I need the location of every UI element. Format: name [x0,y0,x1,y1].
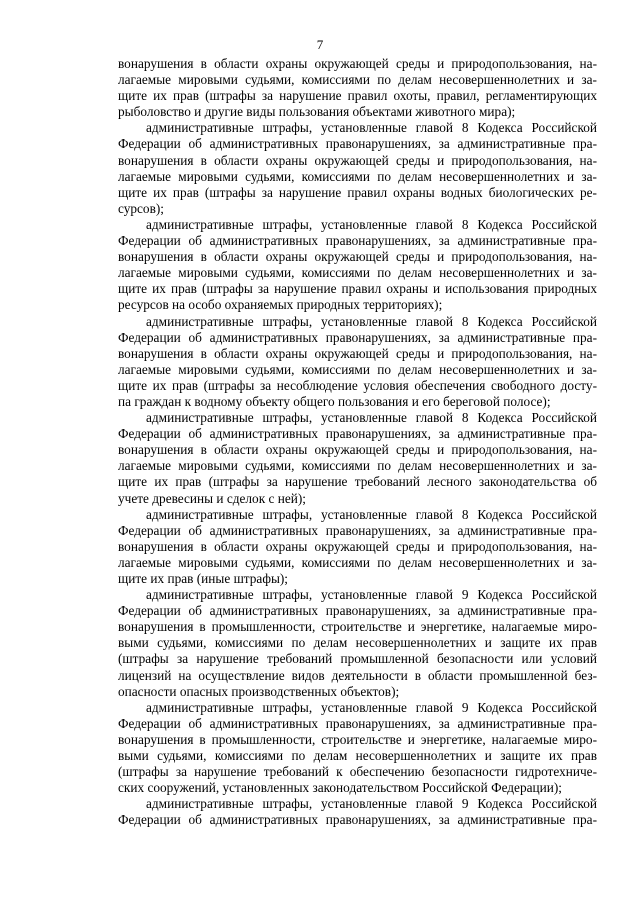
text-line: лагаемые мировыми судьями, комиссиями по делам несовершеннолетних и за- [118,265,597,281]
paragraph-first-line: административные штрафы, установленные главой 9 Кодекса Российской [146,796,597,812]
text-line: Федерации об административных правонарушениях, за административные пра- [118,812,597,828]
page-number: 7 [316,37,324,52]
paragraph-first-line: административные штрафы, установленные главой 9 Кодекса Российской [146,587,597,603]
paragraph-first-line: административные штрафы, установленные главой 8 Кодекса Российской [146,313,597,329]
text-line: Федерации об административных правонарушениях, за административные пра- [118,715,597,731]
text-line: щите их прав (штрафы за несоблюдение условия обеспечения свободного досту- [118,377,597,393]
text-line: вонарушения в области охраны окружающей среды и природопользования, на- [118,538,597,554]
text-line: (штрафы за нарушение требований промышленной безопасности или условий [118,651,597,667]
paragraph-first-line: административные штрафы, установленные главой 8 Кодекса Российской [146,216,597,232]
text-line: Федерации об административных правонарушениях, за административные пра- [118,329,597,345]
paragraph-first-line: административные штрафы, установленные главой 8 Кодекса Российской [146,410,597,426]
text-line: лагаемые мировыми судьями, комиссиями по делам несовершеннолетних и за- [118,458,597,474]
text-line: Федерации об административных правонарушениях, за административные пра- [118,136,597,152]
text-line: (штрафы за нарушение требований к обеспечению безопасности гидротехниче- [118,764,597,780]
text-line: учете древесины и сделок с ней); [118,490,306,506]
paragraph-first-line: административные штрафы, установленные главой 8 Кодекса Российской [146,506,597,522]
text-line: сурсов); [118,200,164,216]
text-line: Федерации об административных правонарушениях, за административные пра- [118,233,597,249]
text-line: лагаемые мировыми судьями, комиссиями по делам несовершеннолетних и за- [118,361,597,377]
text-line: ских сооружений, установленных законодательством Российской Федерации); [118,780,562,796]
text-line: выми судьями, комиссиями по делам несовершеннолетних и защите их прав [118,635,597,651]
text-line: вонарушения в промышленности, строительстве и энергетике, налагаемые миро- [118,619,597,635]
text-line: рыболовство и другие виды пользования объектами животного мира); [118,104,516,120]
text-line: Федерации об административных правонарушениях, за административные пра- [118,603,597,619]
text-line: щите их прав (штрафы за нарушение требований лесного законодательства об [118,474,597,490]
text-line: лагаемые мировыми судьями, комиссиями по делам несовершеннолетних и за- [118,72,597,88]
text-line: Федерации об административных правонарушениях, за административные пра- [118,426,597,442]
text-line: вонарушения в области охраны окружающей среды и природопользования, на- [118,152,597,168]
text-line: щите их прав (штрафы за нарушение правил охраны водных биологических ре- [118,184,597,200]
text-line: опасности опасных производственных объектов); [118,683,400,699]
text-line: вонарушения в области охраны окружающей среды и природопользования, на- [118,345,597,361]
text-line: лагаемые мировыми судьями, комиссиями по делам несовершеннолетних и за- [118,168,597,184]
text-line: щите их прав (штрафы за нарушение правил охраны и использования природных [118,281,597,297]
text-line: па граждан к водному объекту общего пользования и его береговой полосе); [118,393,551,409]
text-line: вонарушения в области охраны окружающей среды и природопользования, на- [118,56,597,71]
text-line: щите их прав (иные штрафы); [118,571,289,586]
text-line: выми судьями, комиссиями по делам несовершеннолетних и защите их прав [118,748,597,764]
text-line: щите их прав (штрафы за нарушение правил охоты, правил, регламентирующих [118,88,597,104]
text-line: лагаемые мировыми судьями, комиссиями по делам несовершеннолетних и за- [118,554,597,570]
text-line: вонарушения в промышленности, строительстве и энергетике, налагаемые миро- [118,731,597,747]
text-line: вонарушения в области охраны окружающей среды и природопользования, на- [118,249,597,265]
paragraph-first-line: административные штрафы, установленные главой 8 Кодекса Российской [146,120,597,136]
text-line: вонарушения в области охраны окружающей среды и природопользования, на- [118,442,597,458]
document-body [118,56,597,829]
paragraph-first-line: административные штрафы, установленные главой 9 Кодекса Российской [146,699,597,715]
text-line: лицензий на осуществление видов деятельности в области промышленной без- [118,667,597,683]
text-line: Федерации об административных правонарушениях, за административные пра- [118,522,597,538]
text-line: ресурсов на особо охраняемых природных территориях); [118,297,443,313]
